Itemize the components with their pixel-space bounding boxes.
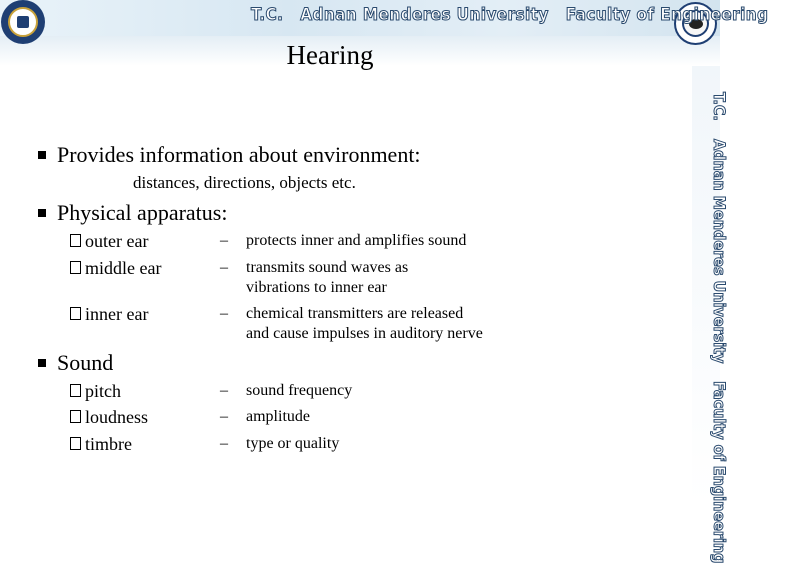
- bullet-apparatus: Physical apparatus:: [38, 200, 227, 226]
- checkbox-bullet-icon: [70, 234, 81, 247]
- apparatus-item: middle ear: [70, 257, 161, 279]
- checkbox-bullet-icon: [70, 261, 81, 274]
- banner-logo-text: T.C. Adnan Menderes University Faculty of Engineering: [251, 5, 769, 25]
- apparatus-desc-cont: vibrations to inner ear: [246, 279, 387, 296]
- checkbox-bullet-icon: [70, 437, 81, 450]
- checkbox-bullet-icon: [70, 307, 81, 320]
- square-bullet-icon: [38, 209, 46, 217]
- sound-item: loudness: [70, 406, 148, 428]
- sound-desc: – type or quality: [220, 435, 340, 452]
- apparatus-item: outer ear: [70, 230, 148, 252]
- bullet-sound: Sound: [38, 350, 113, 376]
- sound-item: pitch: [70, 380, 121, 402]
- bullet-environment: Provides information about environment:: [38, 142, 421, 168]
- square-bullet-icon: [38, 359, 46, 367]
- side-logo-text: T.C.Adnan Menderes UniversityFaculty of Engineering: [710, 92, 729, 564]
- apparatus-item: inner ear: [70, 303, 148, 325]
- apparatus-desc: – protects inner and amplifies sound: [220, 232, 467, 249]
- checkbox-bullet-icon: [70, 384, 81, 397]
- apparatus-desc-cont: and cause impulses in auditory nerve: [246, 325, 483, 342]
- sound-desc: – sound frequency: [220, 382, 353, 399]
- slide-title: Hearing: [286, 40, 374, 70]
- apparatus-desc: – transmits sound waves as: [220, 259, 409, 276]
- square-bullet-icon: [38, 151, 46, 159]
- sound-desc: – amplitude: [220, 408, 310, 425]
- checkbox-bullet-icon: [70, 410, 81, 423]
- bullet-environment-detail: distances, directions, objects etc.: [133, 173, 356, 192]
- apparatus-desc: – chemical transmitters are released: [220, 305, 464, 322]
- university-seal-icon: [1, 0, 45, 44]
- sound-item: timbre: [70, 433, 132, 455]
